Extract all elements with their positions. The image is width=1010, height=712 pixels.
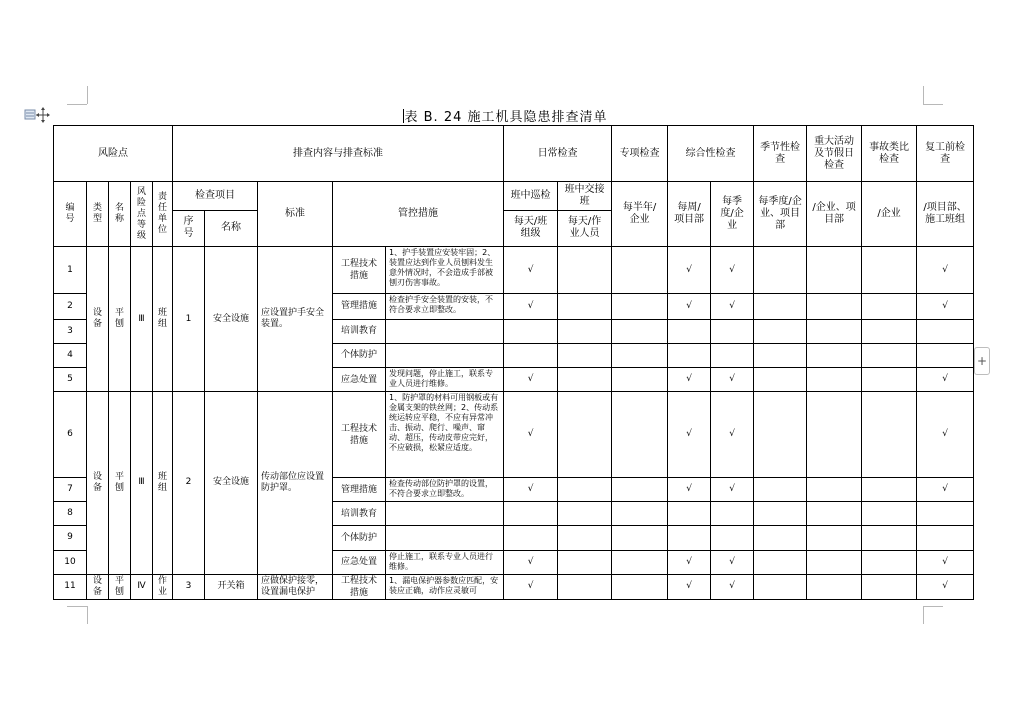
check-mark-icon: √ [686, 556, 692, 567]
check-mark-icon: √ [942, 556, 948, 567]
header-accident-check: 事故类比检查 [862, 126, 917, 182]
measure-category: 应急处置 [333, 550, 386, 574]
check-cell [612, 294, 668, 319]
crop-mark-bottom-left-v [87, 606, 88, 624]
header-special-check: 专项检查 [612, 126, 668, 182]
check-mark-icon: √ [942, 581, 948, 592]
check-cell [668, 247, 711, 294]
check-mark-icon: √ [686, 300, 692, 311]
measure-category: 培训教育 [333, 319, 386, 343]
table-row [54, 392, 974, 478]
risk-level: Ⅲ [131, 247, 153, 392]
check-cell [862, 368, 917, 392]
crop-mark-top-left-v [87, 86, 88, 104]
check-cell [917, 574, 974, 599]
control-measure [386, 502, 504, 526]
check-cell [668, 392, 711, 478]
check-cell [917, 392, 974, 478]
check-cell [558, 477, 612, 501]
check-cell [917, 526, 974, 550]
check-mark-icon: √ [527, 581, 534, 592]
hazard-type: 设备 [87, 392, 109, 575]
check-mark-icon: √ [686, 264, 692, 275]
header-row-2 [54, 182, 974, 210]
row-no: 4 [54, 343, 87, 367]
check-cell [558, 526, 612, 550]
check-cell [807, 502, 862, 526]
check-cell [612, 574, 668, 599]
row-no: 11 [54, 574, 87, 599]
header-daily-team: 每天/班组级 [504, 210, 558, 246]
header-holiday-freq: /企业、项目部 [807, 182, 862, 247]
header-check-item: 检查项目 [173, 182, 258, 210]
row-no: 10 [54, 550, 87, 574]
check-cell [612, 247, 668, 294]
crop-mark-top-left-h [67, 104, 87, 105]
text-cursor [403, 109, 404, 123]
check-mark-icon: √ [527, 556, 534, 567]
item-seq: 3 [173, 574, 205, 599]
check-cell [711, 343, 754, 367]
check-mark-icon: √ [527, 264, 534, 275]
header-item-name: 名称 [205, 210, 258, 246]
check-cell [862, 392, 917, 478]
header-standard: 标准 [258, 182, 333, 247]
check-cell [668, 502, 711, 526]
check-cell [558, 550, 612, 574]
check-cell [612, 343, 668, 367]
check-cell [558, 343, 612, 367]
check-cell [558, 368, 612, 392]
check-cell [754, 319, 807, 343]
header-type: 类型 [87, 182, 109, 247]
check-cell [862, 477, 917, 501]
check-cell [862, 502, 917, 526]
check-cell [711, 247, 754, 294]
control-measure [386, 319, 504, 343]
hazard-type: 设备 [87, 574, 109, 599]
header-inspection-content: 排查内容与排查标准 [173, 126, 504, 182]
check-cell [807, 247, 862, 294]
check-mark-icon: √ [729, 300, 735, 311]
check-cell [504, 477, 558, 501]
check-cell [668, 368, 711, 392]
check-cell [807, 343, 862, 367]
hazard-name: 平刨 [109, 392, 131, 575]
crop-mark-bottom-left-h [67, 606, 87, 607]
check-cell [504, 294, 558, 319]
check-cell [504, 526, 558, 550]
table-row [54, 247, 974, 294]
standard: 传动部位应设置防护罩。 [258, 392, 333, 575]
check-cell [917, 343, 974, 367]
check-cell [917, 294, 974, 319]
check-cell [668, 526, 711, 550]
measure-category: 管理措施 [333, 477, 386, 501]
check-cell [504, 368, 558, 392]
check-cell [612, 550, 668, 574]
control-measure: 1、护手装置应安装牢固；2、装置应达到作业人员刨料发生意外情况时，不会造成手部被刨刃伤害事故。 [386, 247, 504, 294]
check-cell [558, 247, 612, 294]
check-cell [754, 294, 807, 319]
add-row-button[interactable] [974, 347, 990, 375]
crop-mark-top-right-h [923, 104, 943, 105]
check-cell [711, 294, 754, 319]
check-cell [711, 477, 754, 501]
control-measure: 检查传动部位防护罩的设置，不符合要求立即整改。 [386, 477, 504, 501]
check-cell [668, 477, 711, 501]
measure-category: 工程技术措施 [333, 392, 386, 478]
item-name: 安全设施 [205, 392, 258, 575]
risk-level: Ⅳ [131, 574, 153, 599]
check-cell [612, 319, 668, 343]
row-no: 9 [54, 526, 87, 550]
header-weekly: 每周/项目部 [668, 182, 711, 247]
check-cell [668, 319, 711, 343]
measure-category: 个体防护 [333, 526, 386, 550]
check-mark-icon: √ [527, 300, 534, 311]
check-mark-icon: √ [729, 581, 735, 592]
check-mark-icon: √ [729, 556, 735, 567]
check-cell [668, 574, 711, 599]
header-no: 编号 [54, 182, 87, 247]
check-cell [504, 343, 558, 367]
check-cell [917, 247, 974, 294]
check-cell [668, 343, 711, 367]
check-cell [504, 550, 558, 574]
check-cell [504, 319, 558, 343]
header-risk-level: 风险点等级 [131, 182, 153, 247]
check-cell [862, 343, 917, 367]
measure-category: 工程技术措施 [333, 574, 386, 599]
row-no: 8 [54, 502, 87, 526]
check-cell [668, 550, 711, 574]
check-cell [558, 392, 612, 478]
header-daily-worker: 每天/作业人员 [558, 210, 612, 246]
hazard-checklist-table [53, 125, 974, 600]
check-cell [711, 526, 754, 550]
check-cell [807, 550, 862, 574]
header-risk-point: 风险点 [54, 126, 173, 182]
hazard-name: 平刨 [109, 247, 131, 392]
check-cell [862, 526, 917, 550]
check-cell [711, 574, 754, 599]
header-seasonal-check: 季节性检查 [754, 126, 807, 182]
row-no: 3 [54, 319, 87, 343]
header-holiday-check: 重大活动及节假日检查 [807, 126, 862, 182]
measure-category: 培训教育 [333, 502, 386, 526]
crop-mark-bottom-right-h [923, 606, 943, 607]
header-daily-check: 日常检查 [504, 126, 612, 182]
check-cell [862, 574, 917, 599]
row-no: 6 [54, 392, 87, 478]
header-accident-freq: /企业 [862, 182, 917, 247]
check-mark-icon: √ [729, 374, 735, 385]
check-cell [917, 502, 974, 526]
check-cell [807, 574, 862, 599]
header-comprehensive-check: 综合性检查 [668, 126, 754, 182]
check-cell [754, 247, 807, 294]
check-cell [504, 502, 558, 526]
header-row-1 [54, 126, 974, 182]
check-cell [862, 550, 917, 574]
header-responsible-unit: 责任单位 [153, 182, 173, 247]
check-mark-icon: √ [686, 374, 692, 385]
row-no: 5 [54, 368, 87, 392]
check-cell [754, 392, 807, 478]
standard: 应设置护手安全装置。 [258, 247, 333, 392]
control-measure: 停止施工，联系专业人员进行维修。 [386, 550, 504, 574]
check-mark-icon: √ [527, 374, 534, 385]
check-cell [754, 502, 807, 526]
check-mark-icon: √ [729, 264, 735, 275]
check-cell [917, 319, 974, 343]
item-seq: 2 [173, 392, 205, 575]
check-mark-icon: √ [527, 429, 534, 440]
row-no: 1 [54, 247, 87, 294]
header-seq: 序号 [173, 210, 205, 246]
risk-level: Ⅲ [131, 392, 153, 575]
check-cell [612, 477, 668, 501]
check-cell [807, 368, 862, 392]
measure-category: 应急处置 [333, 368, 386, 392]
check-cell [807, 392, 862, 478]
header-resumption-freq: /项目部、施工班组 [917, 182, 974, 247]
responsible-unit: 班组 [153, 392, 173, 575]
check-cell [612, 368, 668, 392]
crop-mark-bottom-right-v [923, 606, 924, 624]
check-cell [711, 368, 754, 392]
check-cell [754, 574, 807, 599]
check-mark-icon: √ [942, 484, 948, 495]
check-cell [504, 574, 558, 599]
check-cell [807, 526, 862, 550]
check-mark-icon: √ [942, 429, 948, 440]
check-cell [862, 247, 917, 294]
standard: 应做保护接零，设置漏电保护 [258, 574, 333, 599]
responsible-unit: 作业 [153, 574, 173, 599]
control-measure: 发现问题，停止施工，联系专业人员进行维修。 [386, 368, 504, 392]
check-mark-icon: √ [686, 581, 692, 592]
check-cell [917, 368, 974, 392]
header-resumption-check: 复工前检查 [917, 126, 974, 182]
check-cell [917, 477, 974, 501]
control-measure [386, 526, 504, 550]
check-cell [612, 392, 668, 478]
header-seasonal-freq: 每季度/企业、项目部 [754, 182, 807, 247]
measure-category: 工程技术措施 [333, 247, 386, 294]
check-cell [754, 343, 807, 367]
row-no: 2 [54, 294, 87, 319]
item-name: 开关箱 [205, 574, 258, 599]
check-mark-icon: √ [942, 374, 948, 385]
control-measure: 1、漏电保护器参数应匹配，安装应正确，动作应灵敏可 [386, 574, 504, 599]
control-measure: 1、防护罩的材料可用钢板或有金属支架的铁丝网；2、传动系统运转应平稳，不应有异常冲击、振动、爬行、噪声、窜动、超压，传动皮带应完好，不应破损，松紧应适度。 [386, 392, 504, 478]
check-cell [711, 550, 754, 574]
check-mark-icon: √ [527, 484, 534, 495]
row-no: 7 [54, 477, 87, 501]
check-cell [612, 526, 668, 550]
check-cell [754, 526, 807, 550]
check-cell [504, 247, 558, 294]
check-cell [711, 392, 754, 478]
check-cell [711, 319, 754, 343]
check-cell [668, 294, 711, 319]
crop-mark-top-right-v [923, 86, 924, 104]
hazard-name: 平刨 [109, 574, 131, 599]
check-cell [711, 502, 754, 526]
control-measure: 检查护手安全装置的安装，不符合要求立即整改。 [386, 294, 504, 319]
table-row [54, 574, 974, 599]
check-cell [558, 294, 612, 319]
header-shift-patrol: 班中巡检 [504, 182, 558, 210]
check-mark-icon: √ [729, 429, 735, 440]
check-mark-icon: √ [942, 264, 948, 275]
check-cell [504, 392, 558, 478]
measure-category: 管理措施 [333, 294, 386, 319]
check-cell [612, 502, 668, 526]
measure-category: 个体防护 [333, 343, 386, 367]
check-cell [807, 294, 862, 319]
check-cell [862, 319, 917, 343]
check-mark-icon: √ [686, 484, 692, 495]
check-cell [558, 502, 612, 526]
header-quarterly: 每季度/企业 [711, 182, 754, 247]
check-mark-icon: √ [729, 484, 735, 495]
header-name: 名称 [109, 182, 131, 247]
plus-icon: + [976, 354, 988, 368]
header-semiannual: 每半年/企业 [612, 182, 668, 247]
check-cell [754, 550, 807, 574]
item-seq: 1 [173, 247, 205, 392]
check-cell [558, 319, 612, 343]
check-cell [558, 574, 612, 599]
control-measure [386, 343, 504, 367]
page-title-text: 表 B. 24 施工机具隐患排查清单 [404, 110, 608, 125]
check-cell [754, 368, 807, 392]
check-cell [862, 294, 917, 319]
check-cell [754, 477, 807, 501]
check-cell [807, 477, 862, 501]
item-name: 安全设施 [205, 247, 258, 392]
header-shift-handover: 班中交接班 [558, 182, 612, 210]
check-mark-icon: √ [942, 300, 948, 311]
responsible-unit: 班组 [153, 247, 173, 392]
check-mark-icon: √ [686, 429, 692, 440]
header-control-measures: 管控措施 [333, 182, 504, 247]
hazard-type: 设备 [87, 247, 109, 392]
check-cell [917, 550, 974, 574]
page-title [0, 106, 1010, 125]
check-cell [807, 319, 862, 343]
